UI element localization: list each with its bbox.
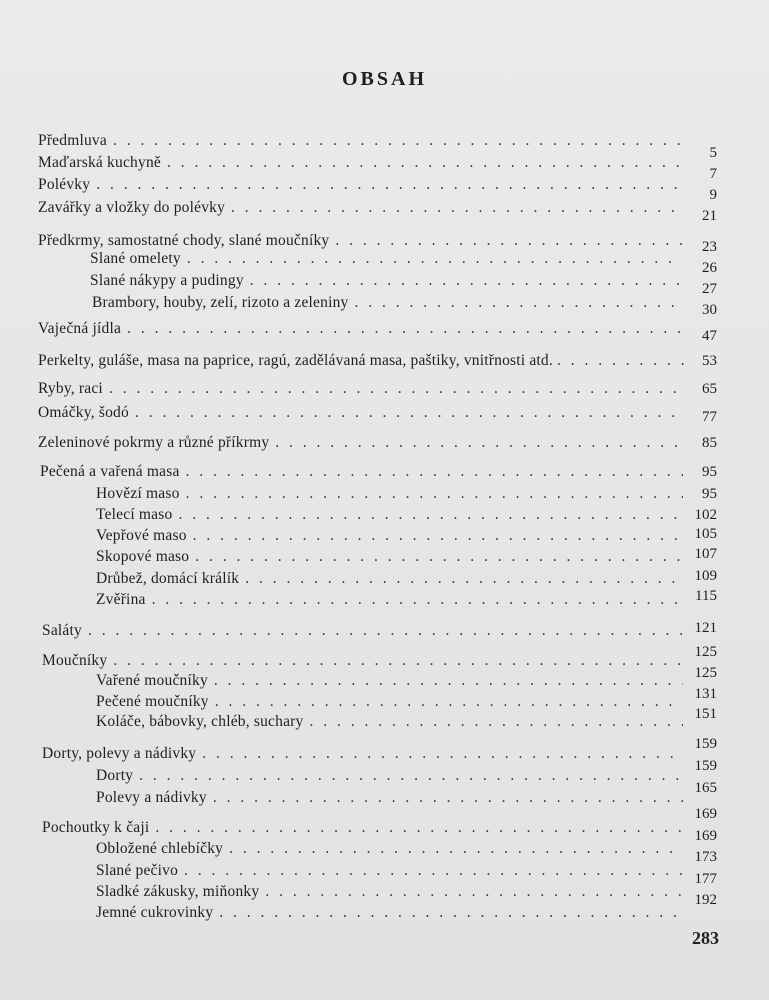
toc-entry-label: Dorty, polevy a nádivky (42, 745, 197, 762)
toc-subentry (96, 527, 717, 545)
toc-subentry (96, 588, 717, 609)
leader-dots (88, 622, 683, 640)
toc-entry (38, 434, 717, 452)
toc-entry (42, 736, 717, 763)
toc-entry-page: 7 (709, 166, 717, 182)
toc-entry-page: 173 (694, 849, 717, 865)
leader-dots (219, 904, 683, 922)
toc-entry (38, 380, 717, 398)
toc-entry-label: Slané pečivo (96, 862, 179, 879)
toc-entry-label: Saláty (42, 622, 82, 639)
leader-dots (193, 527, 683, 545)
toc-entry-label: Dorty (96, 767, 134, 784)
toc-subentry (92, 294, 717, 318)
toc-entry-label: Vepřové maso (96, 527, 187, 544)
toc-subentry (96, 892, 717, 922)
toc-entry-page: 5 (709, 145, 717, 161)
toc-entry-page: 125 (694, 644, 717, 660)
toc-entry-label: Zeleninové pokrmy a různé příkrmy (38, 434, 270, 451)
toc-subentry (90, 250, 717, 276)
toc-entry-page: 23 (702, 239, 717, 255)
toc-entry-label: Moučníky (42, 652, 108, 669)
toc-entry-label: Vaječná jídla (38, 320, 122, 337)
toc-entry-page: 169 (694, 828, 717, 844)
toc-entry-label: Hovězí maso (96, 485, 180, 502)
toc-subentry (96, 871, 717, 901)
toc-entry-page: 95 (702, 464, 717, 480)
toc-entry-label: Telecí maso (96, 506, 173, 523)
toc-entry-page: 131 (694, 686, 717, 702)
leader-dots (127, 320, 683, 338)
toc-entry-page: 102 (694, 507, 717, 523)
leader-dots (214, 672, 683, 690)
toc-subentry (96, 548, 717, 566)
leader-dots (309, 713, 683, 731)
toc-entry-page: 21 (702, 208, 717, 224)
toc-entry-page: 26 (702, 260, 717, 276)
leader-dots (250, 272, 683, 290)
leader-dots (245, 570, 683, 588)
toc-entry-page: 169 (694, 806, 717, 822)
leader-dots (231, 199, 683, 217)
toc-entry-page: 151 (694, 706, 717, 722)
leader-dots (155, 819, 683, 837)
toc-entry-page: 47 (702, 328, 717, 344)
toc-entry-page: 165 (694, 780, 717, 796)
toc-entry (38, 232, 717, 255)
toc-entry-page: 115 (695, 588, 717, 604)
toc-entry-label: Předmluva (38, 132, 107, 149)
toc-entry (38, 176, 717, 203)
toc-subentry (90, 272, 717, 297)
leader-dots (355, 294, 684, 312)
toc-subentry (96, 506, 717, 524)
toc-entry-page: 27 (702, 281, 717, 297)
toc-subentry (96, 485, 717, 503)
toc-entry-label: Pochoutky k čaji (42, 819, 150, 836)
leader-dots (275, 434, 683, 452)
toc-subentry (96, 828, 717, 858)
leader-dots (215, 693, 683, 711)
toc-entry-page: 125 (694, 665, 717, 681)
toc-entry (42, 644, 717, 670)
toc-entry (38, 154, 717, 182)
leader-dots (186, 463, 683, 481)
toc-subentry (96, 849, 717, 880)
toc-entry-label: Jemné cukrovinky (96, 904, 214, 921)
toc-entry-label: Slané omelety (90, 250, 181, 267)
toc-entry (42, 806, 717, 837)
leader-dots (109, 380, 683, 398)
toc-subentry (96, 706, 717, 731)
toc-subentry (96, 780, 717, 807)
leader-dots (139, 767, 683, 785)
toc-entry-page: 77 (702, 409, 717, 425)
toc-entry (38, 199, 717, 224)
toc-entry-label: Pečená a vařená masa (40, 463, 180, 480)
toc-entry-label: Zavářky a vložky do polévky (38, 199, 226, 216)
leader-dots (152, 591, 683, 609)
toc-entry-page: 159 (694, 736, 717, 752)
toc-entry (38, 352, 717, 370)
toc-entry-label: Obložené chlebíčky (96, 840, 224, 857)
toc-entry-page: 107 (694, 546, 717, 562)
toc-entry-label: Omáčky, šodó (38, 404, 129, 421)
toc-entry-label: Pečené moučníky (96, 693, 209, 710)
leader-dots (265, 883, 683, 901)
toc-entry-label: Slané nákypy a pudingy (90, 272, 244, 289)
toc-entry-label: Sladké zákusky, miňonky (96, 883, 260, 900)
toc-entry-label: Předkrmy, samostatné chody, slané moučníky (38, 232, 330, 249)
toc-entry-page: 65 (702, 381, 717, 397)
toc-subentry (96, 570, 717, 588)
toc-entry-label: Maďarská kuchyně (38, 154, 161, 171)
toc-subentry (96, 665, 717, 690)
toc-entry-page: 192 (694, 892, 717, 908)
toc-entry (40, 463, 717, 481)
leader-dots (113, 132, 683, 150)
toc-entry (38, 404, 717, 425)
toc-entry-page: 30 (702, 302, 717, 318)
leader-dots (213, 789, 683, 807)
leader-dots (113, 652, 683, 670)
toc-entry-label: Koláče, bábovky, chléb, suchary (96, 713, 304, 730)
toc-entry (38, 132, 717, 161)
toc-entry-page: 85 (702, 435, 717, 451)
toc-entry-label: Drůbež, domácí králík (96, 570, 240, 587)
page-title: OBSAH (341, 68, 428, 90)
toc-entry-page: 177 (694, 871, 717, 887)
toc-entry-page: 159 (694, 758, 717, 774)
toc-subentry (96, 758, 717, 785)
toc-entry-page: 53 (702, 353, 717, 369)
toc-entry-label: Ryby, raci (38, 380, 103, 397)
toc-entry-label: Vařené moučníky (96, 672, 208, 689)
leader-dots (167, 154, 683, 172)
leader-dots (195, 548, 683, 566)
leader-dots (184, 862, 683, 880)
toc-entry-label: Perkelty, guláše, masa na paprice, ragú, zadělávaná masa, paštiky, vnitřnosti atd. (38, 352, 553, 369)
toc-entry-label: Polevy a nádivky (96, 789, 207, 806)
toc-entry-page: 105 (694, 526, 717, 542)
page-number: 283 (692, 928, 719, 948)
toc-entry-label: Brambory, houby, zelí, rizoto a zeleniny (92, 294, 349, 311)
leader-dots (335, 232, 683, 250)
toc-entry-page: 109 (694, 568, 717, 584)
leader-dots (96, 176, 683, 194)
leader-dots (557, 352, 685, 370)
toc-entry-label: Polévky (38, 176, 91, 193)
toc-entry-page: 95 (702, 486, 717, 502)
leader-dots (202, 745, 683, 763)
toc-entry (42, 622, 717, 640)
leader-dots (187, 250, 683, 268)
toc-entry-label: Zvěřina (96, 591, 146, 608)
leader-dots (186, 485, 683, 503)
toc-entry (38, 320, 717, 344)
toc-entry-page: 9 (709, 187, 717, 203)
leader-dots (135, 404, 683, 422)
toc-subentry (96, 686, 717, 711)
toc-entry-label: Skopové maso (96, 548, 190, 565)
toc-entry-page: 121 (694, 620, 717, 636)
leader-dots (229, 840, 683, 858)
leader-dots (178, 506, 683, 524)
